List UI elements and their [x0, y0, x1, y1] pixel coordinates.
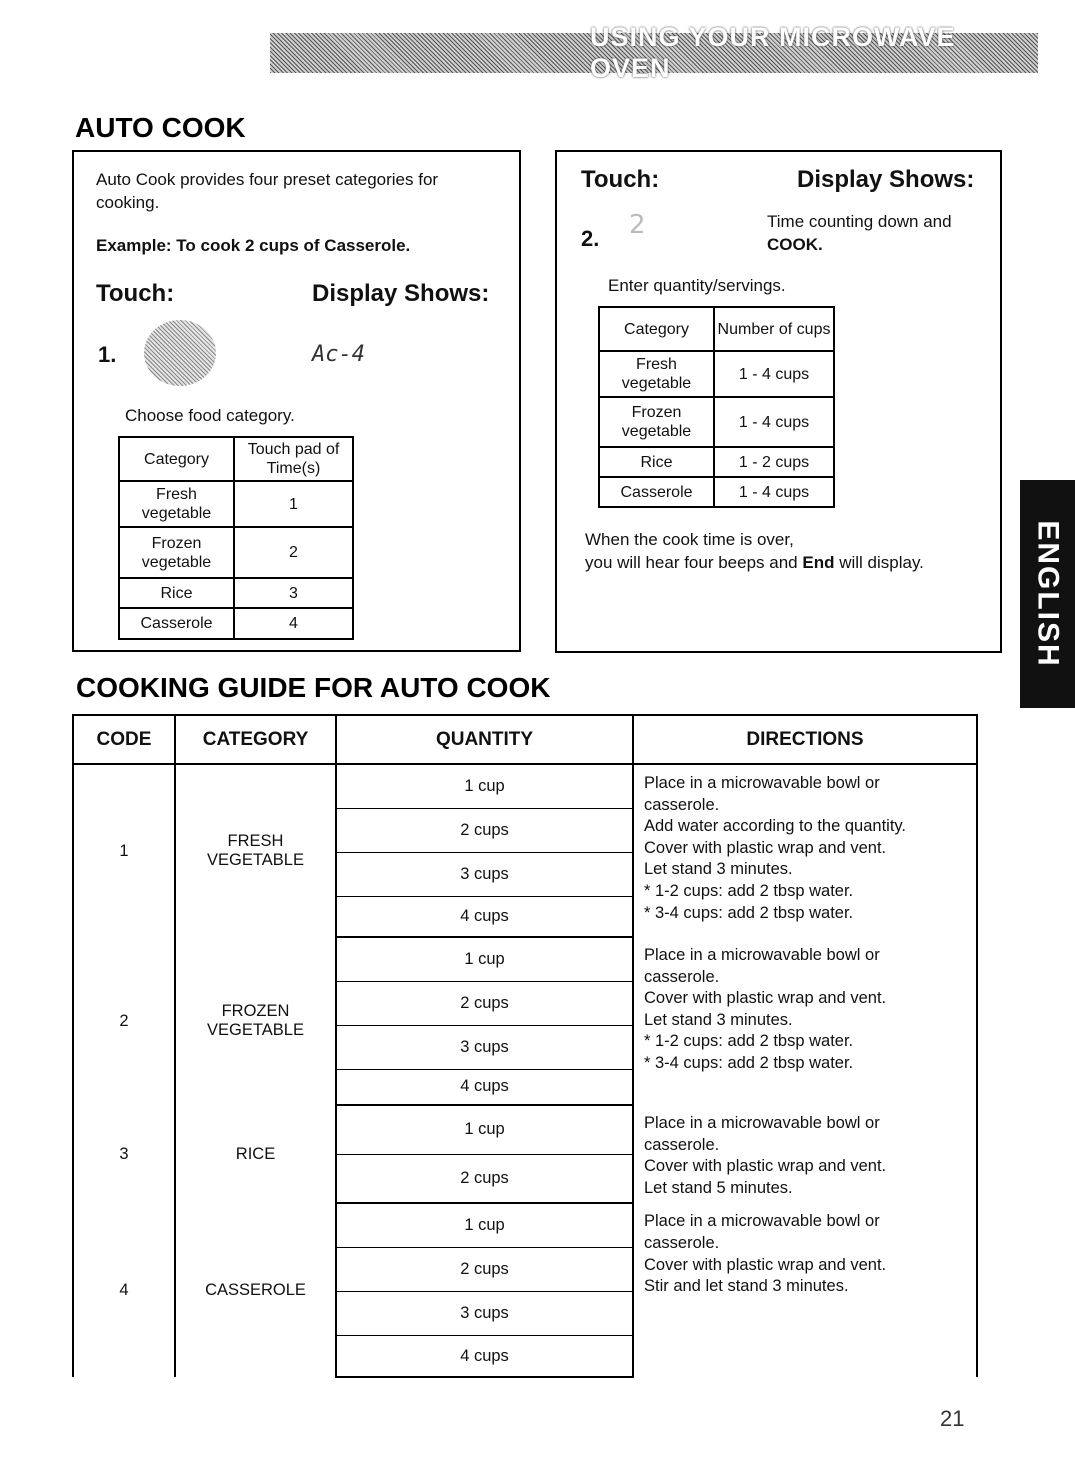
touch-heading: Touch:	[96, 280, 175, 307]
table-cell: Casserole	[599, 477, 714, 507]
guide-code: 2	[73, 937, 175, 1105]
language-tab	[1020, 480, 1075, 708]
guide-quantity: 3 cups	[336, 1025, 633, 1069]
table-row	[119, 578, 353, 608]
table-cell: Fresh vegetable	[599, 351, 714, 397]
guide-quantity: 2 cups	[336, 981, 633, 1025]
end-note-suffix: will display.	[834, 553, 924, 572]
table-cell: 1 - 4 cups	[714, 397, 834, 447]
intro-line-2: cooking.	[96, 193, 160, 212]
auto-cook-pad-icon	[144, 320, 216, 386]
guide-quantity: 3 cups	[336, 1291, 633, 1335]
direction-line: * 3-4 cups: add 2 tbsp water.	[644, 903, 854, 922]
step-2-number: 2.	[581, 226, 600, 251]
page-number: 21	[940, 1406, 965, 1431]
guide-directions	[633, 937, 977, 1105]
table-row	[119, 608, 353, 639]
auto-cook-example-box	[72, 150, 521, 652]
table-row	[73, 1105, 977, 1154]
section-banner-text: USING YOUR MICROWAVE OVEN	[590, 22, 956, 83]
table-cell: Frozen vegetable	[119, 527, 234, 578]
direction-line: casserole.	[644, 967, 720, 986]
direction-line: Let stand 3 minutes.	[644, 860, 793, 879]
table-row	[73, 764, 977, 808]
intro-line-1: Auto Cook provides four preset categories for	[96, 170, 439, 189]
direction-line: Cover with plastic wrap and vent.	[644, 1157, 887, 1176]
direction-line: casserole.	[644, 1233, 720, 1252]
step-2-display-line-2: COOK.	[767, 235, 823, 254]
guide-quantity: 3 cups	[336, 852, 633, 896]
direction-line: Cover with plastic wrap and vent.	[644, 838, 887, 857]
table-cell: 1 - 4 cups	[714, 477, 834, 507]
header-code: CODE	[73, 715, 175, 764]
table-row	[119, 481, 353, 527]
end-note-line-2	[585, 551, 924, 574]
table-row	[599, 477, 834, 507]
direction-line: Place in a microwavable bowl or	[644, 774, 880, 792]
header-quantity: QUANTITY	[336, 715, 633, 764]
direction-line: Place in a microwavable bowl or	[644, 946, 880, 964]
cooking-guide-table	[72, 714, 978, 1378]
direction-line: Cover with plastic wrap and vent.	[644, 989, 887, 1008]
guide-category: FROZEN VEGETABLE	[175, 937, 336, 1105]
language-tab-label: ENGLISH	[1031, 520, 1065, 668]
touch-heading-2: Touch:	[581, 166, 660, 193]
guide-directions	[633, 764, 977, 937]
step-1-number: 1.	[98, 342, 117, 367]
number-2-pad-icon: 2	[629, 210, 646, 240]
guide-category: CASSEROLE	[175, 1203, 336, 1377]
section-banner	[270, 22, 1038, 83]
guide-category: RICE	[175, 1105, 336, 1203]
end-note-bold: End	[802, 553, 835, 572]
step-1-table	[118, 436, 354, 640]
guide-quantity: 4 cups	[336, 1335, 633, 1377]
header-directions: DIRECTIONS	[633, 715, 977, 764]
table-row	[73, 937, 977, 981]
step-2-display-line-1: Time counting down and	[767, 212, 952, 231]
step-2-header-category: Category	[599, 307, 714, 351]
direction-line: Let stand 3 minutes.	[644, 1010, 793, 1029]
example-text: Example: To cook 2 cups of Casserole.	[96, 236, 411, 255]
table-cell: 4	[234, 608, 353, 639]
guide-quantity: 2 cups	[336, 1154, 633, 1203]
direction-line: Let stand 5 minutes.	[644, 1178, 793, 1197]
direction-line: Place in a microwavable bowl or	[644, 1114, 880, 1132]
step-1-instruction: Choose food category.	[125, 406, 295, 425]
table-row	[73, 1203, 977, 1247]
step-2-instruction: Enter quantity/servings.	[608, 276, 786, 295]
guide-directions	[633, 1203, 977, 1377]
direction-line: Place in a microwavable bowl or	[644, 1212, 880, 1231]
table-row	[599, 397, 834, 447]
table-row	[599, 351, 834, 397]
table-cell: Frozen vegetable	[599, 397, 714, 447]
end-note-line-1: When the cook time is over,	[585, 530, 794, 549]
guide-quantity: 4 cups	[336, 896, 633, 937]
guide-directions	[633, 1105, 977, 1203]
direction-line: * 1-2 cups: add 2 tbsp water.	[644, 1032, 854, 1051]
table-cell: 1 - 2 cups	[714, 447, 834, 477]
direction-line: casserole.	[644, 1135, 720, 1154]
table-cell: Casserole	[119, 608, 234, 639]
table-cell: 2	[234, 527, 353, 578]
display-heading-2: Display Shows:	[797, 166, 975, 193]
direction-line: casserole.	[644, 795, 720, 814]
guide-code: 4	[73, 1203, 175, 1377]
table-row	[599, 447, 834, 477]
guide-quantity: 4 cups	[336, 1069, 633, 1105]
guide-quantity: 2 cups	[336, 1247, 633, 1291]
step-2-header-cups: Number of cups	[714, 307, 834, 351]
display-heading: Display Shows:	[312, 280, 490, 307]
direction-line: Cover with plastic wrap and vent.	[644, 1255, 887, 1274]
guide-quantity: 1 cup	[336, 1105, 633, 1154]
table-row	[119, 527, 353, 578]
direction-line: * 1-2 cups: add 2 tbsp water.	[644, 881, 854, 900]
table-cell: Fresh vegetable	[119, 481, 234, 527]
guide-quantity: 1 cup	[336, 1203, 633, 1247]
direction-line: Add water according to the quantity.	[644, 817, 907, 836]
guide-code: 1	[73, 764, 175, 937]
table-cell: 3	[234, 578, 353, 608]
guide-quantity: 1 cup	[336, 937, 633, 981]
step-2-table	[598, 306, 835, 508]
direction-line: Stir and let stand 3 minutes.	[644, 1277, 849, 1296]
guide-quantity: 1 cup	[336, 764, 633, 808]
header-category: CATEGORY	[175, 715, 336, 764]
table-cell: 1	[234, 481, 353, 527]
guide-category: FRESH VEGETABLE	[175, 764, 336, 937]
table-cell: 1 - 4 cups	[714, 351, 834, 397]
end-note-prefix: you will hear four beeps and	[585, 553, 803, 572]
guide-quantity: 2 cups	[336, 808, 633, 852]
table-cell: Rice	[599, 447, 714, 477]
direction-line: * 3-4 cups: add 2 tbsp water.	[644, 1053, 854, 1072]
step-1-header-category: Category	[119, 437, 234, 481]
step-1-header-touch: Touch pad of Time(s)	[234, 437, 353, 481]
guide-code: 3	[73, 1105, 175, 1203]
step-1-display: Ac-4	[312, 342, 365, 367]
auto-cook-step-2-box	[555, 150, 1002, 653]
auto-cook-title: AUTO COOK	[75, 112, 246, 143]
table-cell: Rice	[119, 578, 234, 608]
cooking-guide-title: COOKING GUIDE FOR AUTO COOK	[76, 672, 551, 703]
